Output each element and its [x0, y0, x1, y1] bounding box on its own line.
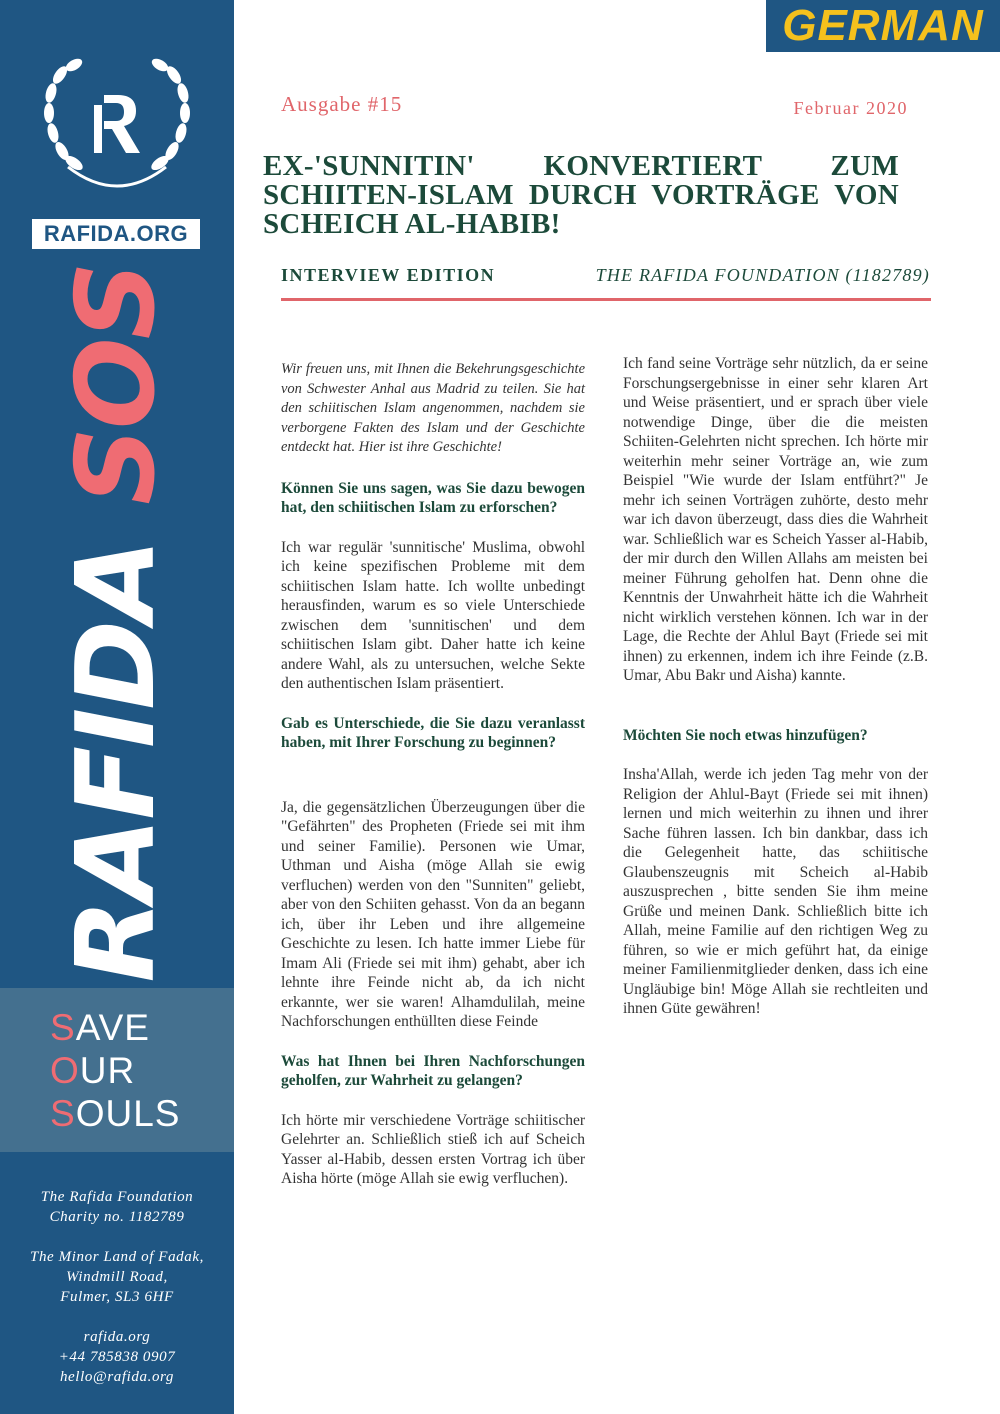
title-word-rafida: RAFIDA	[54, 540, 179, 983]
sos-line-save	[50, 1007, 150, 1049]
answer-3: Ich hörte mir verschiedene Vorträge schiitischer Gelehrter an. Schließlich stieß ich auf Scheich Yasser al-Habib, dessen ersten Vortrag ich über Aisha hörte (möge Allah sie ewig verfluchen).	[281, 1111, 585, 1187]
answer-1: Ich war regulär 'sunnitische' Muslima, obwohl ich keine spezifischen Probleme mit dem schiitischen Islam hatte. Ich wollte unbedingt herausfinden, warum es so viele Unterschiede zwischen dem 'sunnitischen' und dem schiitischen Islam gibt. Daher hatte ich keine andere Wahl, als zu untersuchen, welche Sekte den authentischen Islam präsentiert.	[281, 538, 585, 692]
address-line: Windmill Road,	[66, 1269, 168, 1285]
sos-initial: S	[50, 1093, 76, 1134]
contact-block	[0, 1327, 234, 1387]
answer-2: Ja, die gegensätzlichen Überzeugungen über die "Gefährten" des Propheten (Friede sei mit ihm und seiner Familie). Personen wie Umar, Uthman und Aisha (möge Allah sie ewig verfluchen) werden von den "Sunniten" geliebt, aber von den Schiiten gehasst. Von da an begann ich, über ihr Leben und ihre allgemeine Geschichte zu lesen. Ich hatte immer Liebe für Imam Ali (Friede sei mit ihm) gehabt, aber ich lehnte ihre Feinde nicht ab, da ich nicht erkannte, wer sie waren! Alhamdulilah, meine Nachforschungen enthüllten diese Feinde	[281, 798, 585, 1030]
article-intro: Wir freuen uns, mit Ihnen die Bekehrungsgeschichte von Schwester Anhal aus Madrid zu teilen. Sie hat den schiitischen Islam angenommen, nachdem sie verborgene Fakten des Islam und der Geschichte entdeckt hat. Hier ist ihre Geschichte!	[281, 361, 585, 455]
sos-initial: S	[50, 1007, 76, 1048]
charity-name: The Rafida Foundation	[40, 1189, 194, 1205]
title-word-sos: SOS	[54, 263, 179, 505]
issue-number: Ausgabe #15	[281, 92, 403, 116]
foundation-label: THE RAFIDA FOUNDATION (1182789)	[595, 265, 930, 285]
headline: EX-'SUNNITIN' KONVERTIERT ZUM SCHIITEN-ISLAM DURCH VORTRÄGE VON SCHEICH AL-HABIB!	[263, 150, 899, 240]
question-3: Was hat Ihnen bei Ihren Nachforschungen geholfen, zur Wahrheit zu gelangen?	[281, 1052, 585, 1089]
sos-rest: UR	[79, 1050, 136, 1091]
address-line: The Minor Land of Fadak,	[30, 1249, 204, 1265]
email-link[interactable]: hello@rafida.org	[59, 1369, 175, 1385]
sos-rest: AVE	[75, 1007, 150, 1048]
sos-rest: OULS	[75, 1093, 181, 1134]
charity-number: Charity no. 1182789	[49, 1209, 185, 1225]
article-column-left	[281, 360, 585, 1189]
save-our-souls-box	[0, 988, 234, 1152]
sidebar	[0, 0, 234, 1414]
question-2: Gab es Unterschiede, die Sie dazu veranlasst haben, mit Ihrer Forschung zu beginnen?	[281, 714, 585, 751]
question-1: Können Sie uns sagen, was Sie dazu bewogen hat, den schiitischen Islam zu erforschen?	[281, 479, 585, 516]
laurel-logo-icon	[38, 55, 196, 200]
language-tag: GERMAN	[766, 0, 1000, 52]
charity-info	[0, 1187, 234, 1227]
website-link[interactable]: rafida.org	[83, 1329, 151, 1345]
divider-rule	[281, 298, 931, 301]
answer-4: Insha'Allah, werde ich jeden Tag mehr von der Religion der Ahlul-Bayt (Friede sei mit ihnen) lernen und mich weiterhin zu ihnen und ihrer Sache führen lassen. Ich bin dankbar, dass ich die Gelegenheit hatte, das schiitische Glaubenszeugnis mit Scheich al-Habib auszusprechen , bitte senden Sie ihm meine Grüße und meinen Dank. Schließlich bitte ich Allah, meine Familie auf den richtigen Weg zu führen, so wie er mich geführt hat, da einige meiner Familienmitglieder denken, dass ich eine Ungläubige bin! Möge Allah sie rechtleiten und ihnen Güte gewähren!	[623, 766, 928, 1017]
edition-label: INTERVIEW EDITION	[281, 265, 496, 285]
answer-3-continued: Ich fand seine Vorträge sehr nützlich, da er seine Forschungsergebnisse in einer sehr klaren Art und Weise präsentiert, und er sprach über viele notwendige Dinge, über die die meisten Schiiten-Gelehrten nicht sprechen. Ich hörte mir weiterhin mehr seiner Vorträge an, wie zum Beispiel "Wie wurde der Islam entführt?" Je mehr ich seinen Vorträgen zuhörte, desto mehr war ich davon überzeugt, dass dies die Wahrheit war. Schließlich war es Scheich Yasser al-Habib, der mir durch den Willen Allahs am meisten bei meiner Führung geholfen hat. Denn ohne die Kenntnis der Unwahrheit hätte ich die Wahrheit nicht wirklich verstehen können. Ich war in der Lage, die Rechte der Ahlul Bayt (Friede sei mit ihnen) zu erkennen, indem ich ihre Feinde (z.B. Umar, Abu Bakr und Aisha) kannte.	[623, 355, 928, 684]
address-block	[0, 1247, 234, 1307]
question-4: Möchten Sie noch etwas hinzufügen?	[623, 726, 868, 744]
sos-line-our	[50, 1050, 135, 1092]
site-badge[interactable]: RAFIDA.ORG	[32, 219, 200, 249]
sos-initial: O	[50, 1050, 80, 1091]
phone-number[interactable]: +44 785838 0907	[58, 1349, 176, 1365]
vertical-title	[54, 263, 179, 983]
issue-date: Februar 2020	[793, 98, 908, 118]
sos-line-souls	[50, 1093, 180, 1135]
address-line: Fulmer, SL3 6HF	[60, 1289, 174, 1305]
article-column-right	[623, 354, 928, 1019]
